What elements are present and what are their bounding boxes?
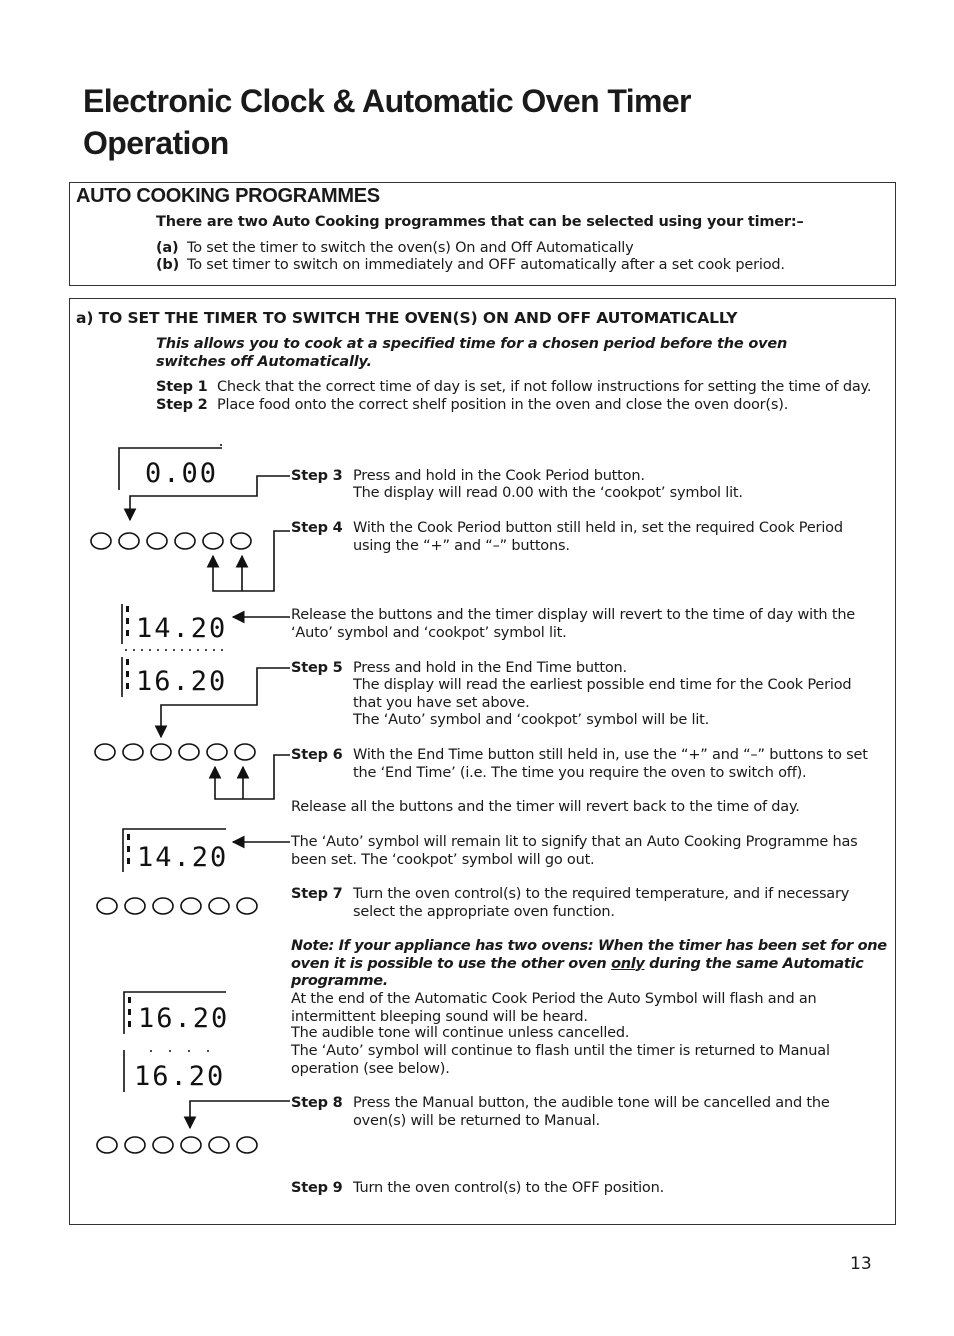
step-3-line-1: Press and hold in the Cook Period button. [353, 468, 645, 484]
step-2-label: Step 2 [156, 397, 208, 413]
display-reading-1: 0.00 [145, 458, 219, 489]
auto-lit-text: The ‘Auto’ symbol will remain lit to signify that an Auto Cooking Programme has been set. The ‘cookpot’ symbol will go out. [291, 834, 858, 868]
page-number: 13 [850, 1254, 872, 1274]
step-4-text: With the Cook Period button still held in, set the required Cook Period using the “+” and “–” buttons. [353, 520, 843, 554]
step-5-label: Step 5 [291, 660, 343, 676]
step-1-label: Step 1 [156, 379, 208, 395]
option-a-text: To set the timer to switch the oven(s) On and Off Automatically [187, 240, 634, 256]
step-3-label: Step 3 [291, 468, 343, 484]
option-b-label: (b) [156, 257, 180, 273]
display-reading-5: 16.20 [138, 1003, 230, 1034]
step-7-label: Step 7 [291, 886, 343, 902]
note-text-start: Note: If your appliance has two ovens: When the timer has been set for one oven it is possible to use the other oven [291, 938, 887, 972]
step-8-label: Step 8 [291, 1095, 343, 1111]
step-9-text: Turn the oven control(s) to the OFF position. [353, 1180, 664, 1196]
auto-programmes-intro: There are two Auto Cooking programmes that can be selected using your timer:– [156, 214, 804, 230]
auto-programmes-heading: AUTO COOKING PROGRAMMES [76, 185, 380, 207]
display-reading-6: 16.20 [134, 1061, 226, 1092]
display-reading-3: 16.20 [136, 666, 228, 697]
page-title: Electronic Clock & Automatic Oven Timer Operation [83, 83, 691, 161]
note-emphasis: only [611, 955, 645, 972]
step-9-label: Step 9 [291, 1180, 343, 1196]
step-6-label: Step 6 [291, 747, 343, 763]
end-line-2: The audible tone will continue unless cancelled. [291, 1025, 630, 1041]
section-a-intro: This allows you to cook at a specified time for a chosen period before the oven switches off Automatically. [156, 336, 788, 370]
step-6-text: With the End Time button still held in, use the “+” and “–” buttons to set the ‘End Time’ (i.e. The time you require the oven to switch off). [353, 747, 868, 781]
step-3-line-2: The display will read 0.00 with the ‘cookpot’ symbol lit. [353, 485, 743, 501]
two-ovens-note [291, 938, 887, 991]
display-reading-4: 14.20 [137, 842, 229, 873]
step-5-line-2: The display will read the earliest possible end time for the Cook Period that you have set above. [353, 677, 852, 711]
step-8-text: Press the Manual button, the audible tone will be cancelled and the oven(s) will be returned to Manual. [353, 1095, 830, 1129]
release-buttons-text: Release the buttons and the timer display will revert to the time of day with the ‘Auto’ symbol and ‘cookpot’ symbol lit. [291, 607, 856, 641]
end-line-3: The ‘Auto’ symbol will continue to flash until the timer is returned to Manual operation (see below). [291, 1043, 830, 1077]
display-reading-2: 14.20 [136, 613, 228, 644]
option-b-text: To set timer to switch on immediately and OFF automatically after a set cook period. [187, 257, 785, 273]
release-all-text: Release all the buttons and the timer will revert back to the time of day. [291, 799, 800, 815]
step-2-text: Place food onto the correct shelf position in the oven and close the oven door(s). [217, 397, 789, 413]
end-line-1: At the end of the Automatic Cook Period the Auto Symbol will flash and an intermittent bleeping sound will be heard. [291, 991, 817, 1025]
option-a-label: (a) [156, 240, 179, 256]
auto-programmes-box [69, 182, 896, 286]
section-a-heading: a) TO SET THE TIMER TO SWITCH THE OVEN(S) ON AND OFF AUTOMATICALLY [76, 309, 738, 327]
step-1-text: Check that the correct time of day is set, if not follow instructions for setting the time of day. [217, 379, 872, 395]
section-a-box [69, 298, 896, 1225]
step-7-text: Turn the oven control(s) to the required temperature, and if necessary select the appropriate oven function. [353, 886, 850, 920]
step-5-line-3: The ‘Auto’ symbol and ‘cookpot’ symbol will be lit. [353, 712, 710, 728]
step-5-line-1: Press and hold in the End Time button. [353, 660, 627, 676]
step-4-label: Step 4 [291, 520, 343, 536]
note-text-end: during the same Automatic programme. [291, 955, 864, 989]
